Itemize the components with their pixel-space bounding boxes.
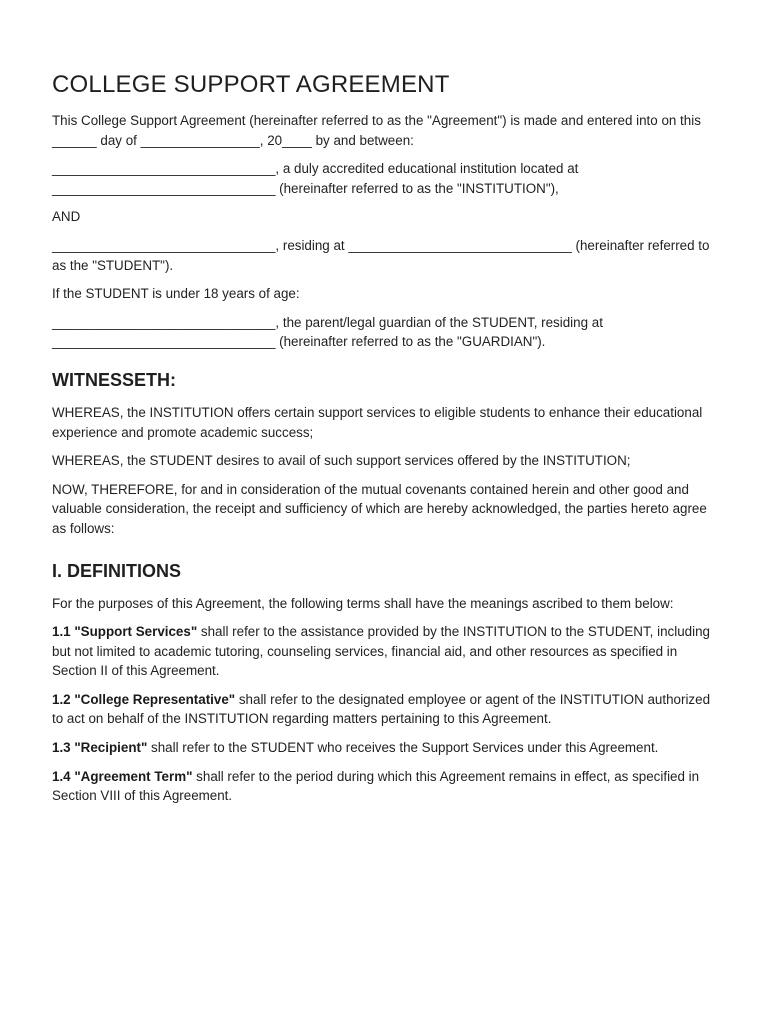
definition-text: shall refer to the STUDENT who receives the Support Services under this Agreement.	[147, 740, 659, 756]
whereas-paragraph-1: WHEREAS, the INSTITUTION offers certain support services to eligible students to enhance their educational experience and promote academic success;	[52, 404, 703, 440]
witnesseth-heading: WITNESSETH:	[52, 369, 176, 390]
minor-condition: If the STUDENT is under 18 years of age:	[52, 286, 300, 302]
definition-term: 1.1 "Support Services"	[52, 624, 198, 640]
definitions-heading: I. DEFINITIONS	[52, 560, 182, 581]
whereas-paragraph-2: WHEREAS, the STUDENT desires to avail of such support services offered by the INSTITUTION;	[52, 453, 631, 469]
and-label: AND	[52, 209, 81, 225]
definition-term: 1.3 "Recipient"	[52, 740, 148, 756]
definition-item	[52, 690, 716, 729]
definition-text: shall refer to the period during which this Agreement remains in effect, as specified in Section VIII of this Agreement.	[52, 768, 700, 804]
definition-item	[52, 767, 716, 806]
definition-term: 1.2 "College Representative"	[52, 691, 236, 707]
definition-item	[52, 622, 716, 681]
now-therefore-paragraph: NOW, THEREFORE, for and in consideration of the mutual covenants contained herein and other good and valuable consideration, the receipt and sufficiency of which are hereby acknowledged, the parties hereto agree as follows:	[52, 481, 707, 536]
guardian-party: ______________________________, the parent/legal guardian of the STUDENT, residing at ______________________________ (hereinafter referred to as the "GUARDIAN").	[52, 314, 603, 350]
student-party: ______________________________, residing at ______________________________ (hereinafter referred to as the "STUDENT").	[52, 237, 710, 273]
institution-party: ______________________________, a duly accredited educational institution located at ______________________________ (hereinafter referred to as the "INSTITUTION"),	[52, 161, 579, 196]
intro-paragraph: This College Support Agreement (hereinafter referred to as the "Agreement") is made and entered into on this ______ day of ________________, 20____ by and between:	[52, 113, 701, 148]
definitions-intro: For the purposes of this Agreement, the following terms shall have the meanings ascribed to them below:	[52, 595, 674, 611]
definition-text: shall refer to the assistance provided by the INSTITUTION to the STUDENT, including but not limited to academic tutoring, counseling services, financial aid, and other resources as specified in Section II of this Agreement.	[52, 624, 710, 679]
definition-term: 1.4 "Agreement Term"	[52, 768, 193, 784]
document-page	[52, 70, 716, 815]
definition-item	[52, 738, 716, 758]
definition-text: shall refer to the designated employee or agent of the INSTITUTION authorized to act on behalf of the INSTITUTION regarding matters pertaining to this Agreement.	[52, 691, 711, 727]
document-title: COLLEGE SUPPORT AGREEMENT	[52, 71, 450, 98]
